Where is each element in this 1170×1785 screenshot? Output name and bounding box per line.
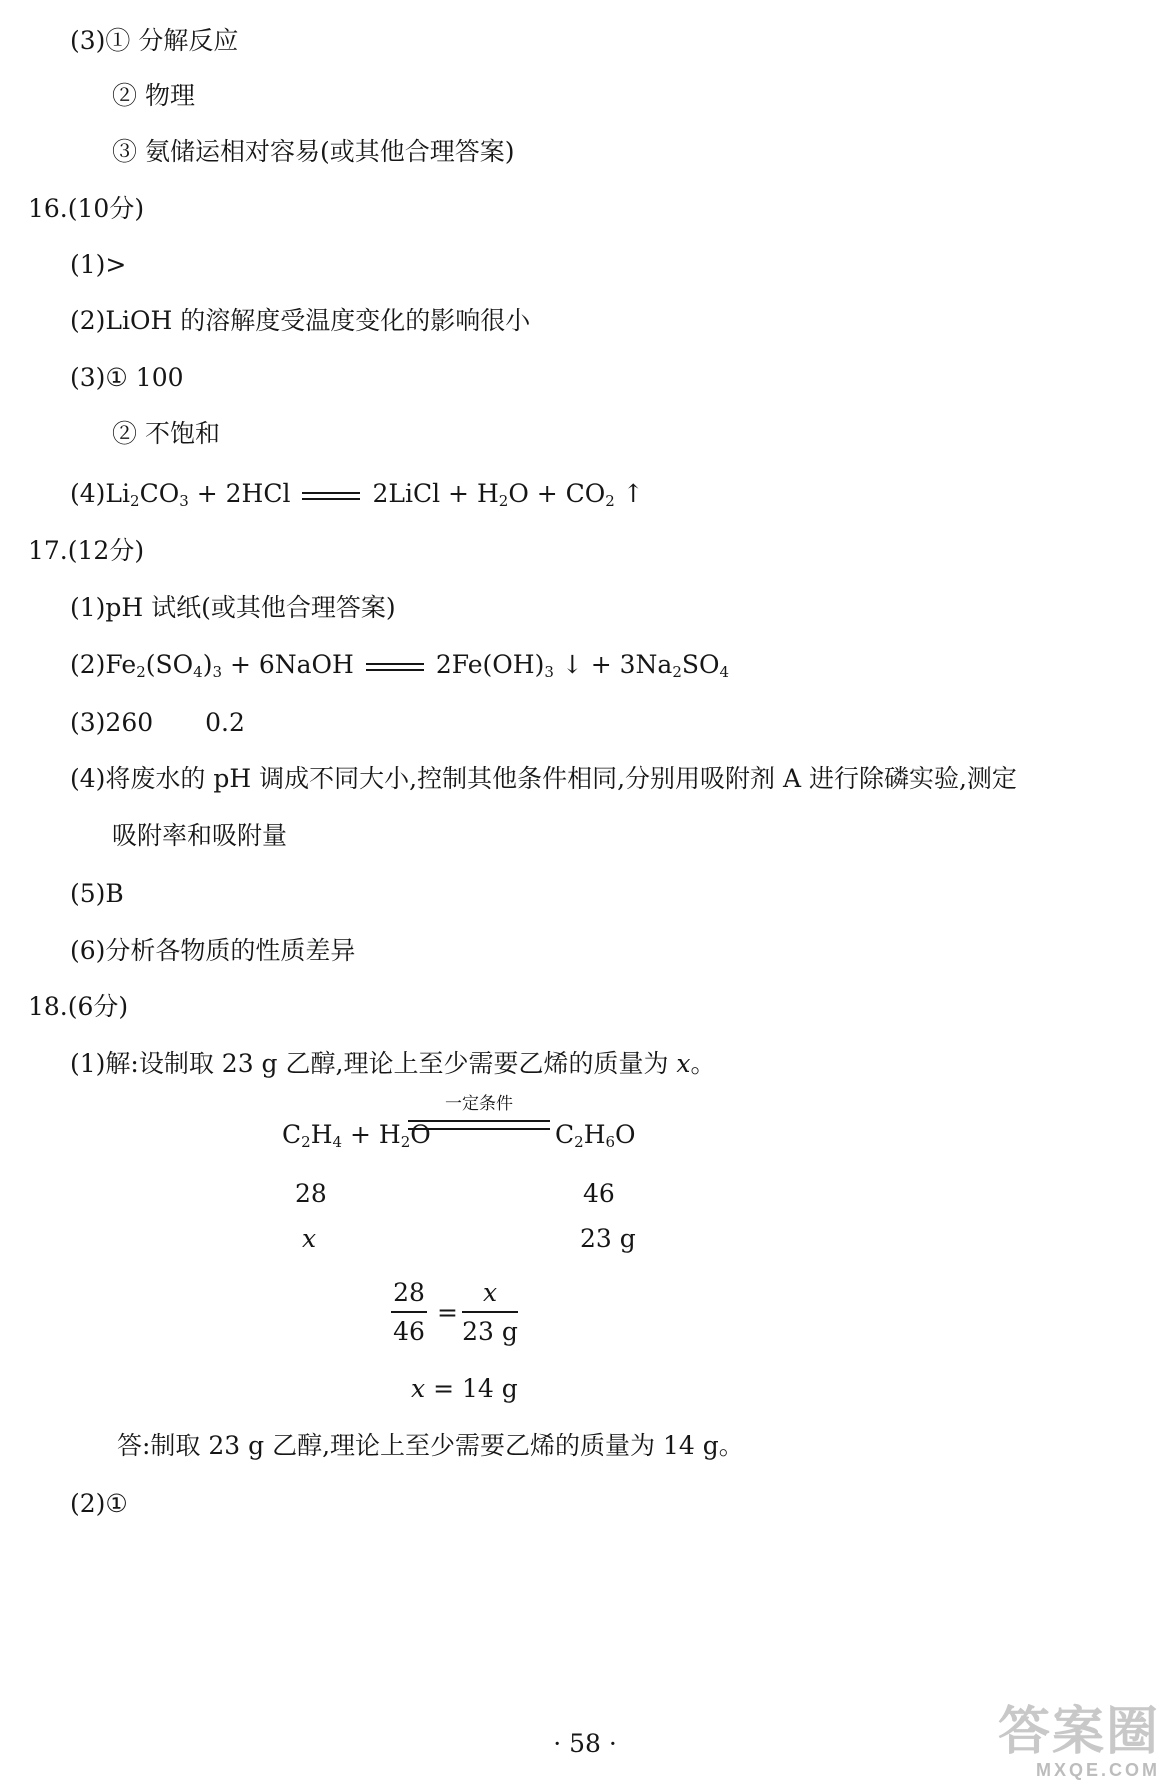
part-tag: (2) xyxy=(70,650,106,679)
circled-1: ① xyxy=(105,363,128,392)
circled-3: ③ xyxy=(112,137,138,166)
variable-x: x xyxy=(411,1374,426,1403)
plus-sign: + xyxy=(196,479,218,508)
result-line xyxy=(411,1376,518,1401)
q18-a2 xyxy=(70,1491,128,1516)
eq-text: CO xyxy=(565,479,606,508)
subscript: 2 xyxy=(498,492,509,510)
watermark-url: MXQE.COM xyxy=(1035,1760,1160,1780)
equals-line-top xyxy=(408,1120,550,1122)
answer-text: 物理 xyxy=(144,81,195,110)
part-tag: (1) xyxy=(70,1049,106,1078)
q18-header: 18.(6分) xyxy=(28,992,129,1021)
subscript: 2 xyxy=(301,1133,311,1151)
known-mass: 23 g xyxy=(580,1224,636,1253)
q18-product xyxy=(555,1120,636,1151)
fraction-bar xyxy=(462,1311,518,1313)
gas-arrow-icon: ↑ xyxy=(622,479,644,508)
plus-sign: + xyxy=(590,650,612,679)
eq-text: O xyxy=(508,479,529,508)
plus-sign: + xyxy=(350,1120,371,1149)
eq-text: O xyxy=(615,1120,636,1149)
precipitate-arrow-icon: ↓ xyxy=(561,650,583,679)
q15-part3 xyxy=(70,28,238,53)
circled-2: ② xyxy=(112,419,138,448)
q16-a2 xyxy=(70,308,530,333)
answer-value: 260 xyxy=(105,708,154,737)
q18-reactants xyxy=(282,1120,431,1151)
answer-text: 解:设制取 23 g 乙醇,理论上至少需要乙烯的质量为 xyxy=(105,1049,669,1078)
eq-text: C xyxy=(282,1120,302,1149)
eq-text: H xyxy=(476,479,499,508)
denominator: 23 g xyxy=(462,1317,518,1346)
eq-text: ) xyxy=(202,650,213,679)
q15-part3-2 xyxy=(112,83,195,108)
circled-1: ① xyxy=(105,1489,128,1518)
period: 。 xyxy=(690,1049,716,1078)
subscript: 2 xyxy=(136,663,146,681)
equals-sign xyxy=(302,492,360,500)
proportion-equals: = xyxy=(437,1298,458,1327)
page-number: · 58 · xyxy=(553,1729,617,1758)
fraction-right xyxy=(462,1280,518,1344)
part-tag: (3) xyxy=(70,363,106,392)
eq-text: (SO xyxy=(145,650,194,679)
reaction-condition xyxy=(408,1096,550,1113)
q17-a6 xyxy=(70,938,355,963)
part-tag: (2) xyxy=(70,1489,106,1518)
eq-text: Fe xyxy=(105,650,137,679)
part-tag: (4) xyxy=(70,764,106,793)
subscript: 2 xyxy=(672,663,682,681)
subscript: 6 xyxy=(605,1133,616,1151)
q15-part3-3 xyxy=(112,139,514,164)
numerator: x xyxy=(482,1278,498,1307)
answer-text: 不饱和 xyxy=(144,419,220,448)
q17-a4-line2: 吸附率和吸附量 xyxy=(112,821,288,850)
q16-a4-equation xyxy=(70,479,644,510)
eq-text: CO xyxy=(139,479,180,508)
result-value: 14 g xyxy=(461,1374,518,1403)
subscript: 2 xyxy=(605,492,615,510)
q17-header: 17.(12分) xyxy=(28,536,145,565)
q16-a3 xyxy=(70,365,184,390)
eq-text: H xyxy=(378,1120,401,1149)
circled-1: ① xyxy=(105,26,131,55)
part-tag: (3) xyxy=(70,26,106,55)
answer-text: 分析各物质的性质差异 xyxy=(105,936,356,965)
eq-text: C xyxy=(555,1120,575,1149)
answer-text: LiOH 的溶解度受温度变化的影响很小 xyxy=(105,306,531,335)
answer-value: 0.2 xyxy=(205,708,245,737)
plus-sign: + xyxy=(448,479,469,508)
part-tag: (4) xyxy=(70,479,106,508)
part-tag: (1) xyxy=(70,250,106,279)
answer-text: > xyxy=(105,250,127,279)
subscript: 2 xyxy=(574,1133,584,1151)
answer-text: 氨储运相对容易(或其他合理答案) xyxy=(144,137,515,166)
eq-text: 2Fe(OH) xyxy=(435,650,545,679)
q16-header: 16.(10分) xyxy=(28,194,145,223)
q18-a1-intro xyxy=(70,1051,716,1076)
denominator: 46 xyxy=(393,1317,425,1346)
equals-line-bottom xyxy=(408,1128,550,1130)
subscript: 4 xyxy=(719,663,730,681)
watermark xyxy=(997,1701,1160,1781)
q17-a1 xyxy=(70,595,396,620)
part-tag: (1) xyxy=(70,593,106,622)
subscript: 2 xyxy=(400,1133,411,1151)
q17-a4 xyxy=(70,766,1017,791)
fraction-left xyxy=(391,1280,427,1344)
q17-a2-equation xyxy=(70,650,730,681)
circled-2: ② xyxy=(112,81,138,110)
eq-text: 2LiCl xyxy=(372,479,441,508)
plus-sign: + xyxy=(536,479,558,508)
eq-text: 3Na xyxy=(619,650,673,679)
plus-sign: + xyxy=(229,650,251,679)
q17-a5 xyxy=(70,881,124,906)
eq-text: 2HCl xyxy=(225,479,291,508)
molar-mass-ethylene: 28 xyxy=(295,1179,327,1208)
answer-text: B xyxy=(105,879,124,908)
subscript: 3 xyxy=(544,663,554,681)
part-tag: (5) xyxy=(70,879,106,908)
equals-sign-text: = xyxy=(433,1374,455,1403)
q16-a1 xyxy=(70,252,126,277)
answer-text: pH 试纸(或其他合理答案) xyxy=(105,593,396,622)
q16-a3-2 xyxy=(112,421,220,446)
answer-text: 100 xyxy=(135,363,184,392)
condition-label: 一定条件 xyxy=(445,1094,513,1114)
numerator: 28 xyxy=(393,1278,425,1307)
eq-text: H xyxy=(583,1120,606,1149)
part-tag: (2) xyxy=(70,306,106,335)
subscript: 2 xyxy=(130,492,140,510)
part-tag: (6) xyxy=(70,936,106,965)
molar-mass-ethanol: 46 xyxy=(583,1179,615,1208)
variable-x: x xyxy=(676,1049,691,1078)
eq-text: H xyxy=(310,1120,333,1149)
subscript: 4 xyxy=(332,1133,343,1151)
part-tag: (3) xyxy=(70,708,106,737)
answer-text: 分解反应 xyxy=(138,26,239,55)
answer-text: 将废水的 pH 调成不同大小,控制其他条件相同,分别用吸附剂 A 进行除磷实验,测定 xyxy=(105,764,1017,793)
subscript: 3 xyxy=(179,492,189,510)
subscript: 4 xyxy=(193,663,203,681)
eq-text: Li xyxy=(105,479,131,508)
eq-text: SO xyxy=(681,650,720,679)
equals-sign xyxy=(366,663,424,671)
fraction-bar xyxy=(391,1311,427,1313)
watermark-logo: 答案圈 xyxy=(997,1701,1160,1762)
q17-a3 xyxy=(70,710,245,735)
q18-answer-statement: 答:制取 23 g 乙醇,理论上至少需要乙烯的质量为 14 g。 xyxy=(117,1431,744,1460)
eq-text: O xyxy=(410,1120,431,1149)
unknown-mass: x xyxy=(302,1224,317,1253)
subscript: 3 xyxy=(212,663,222,681)
eq-text: 6NaOH xyxy=(258,650,354,679)
